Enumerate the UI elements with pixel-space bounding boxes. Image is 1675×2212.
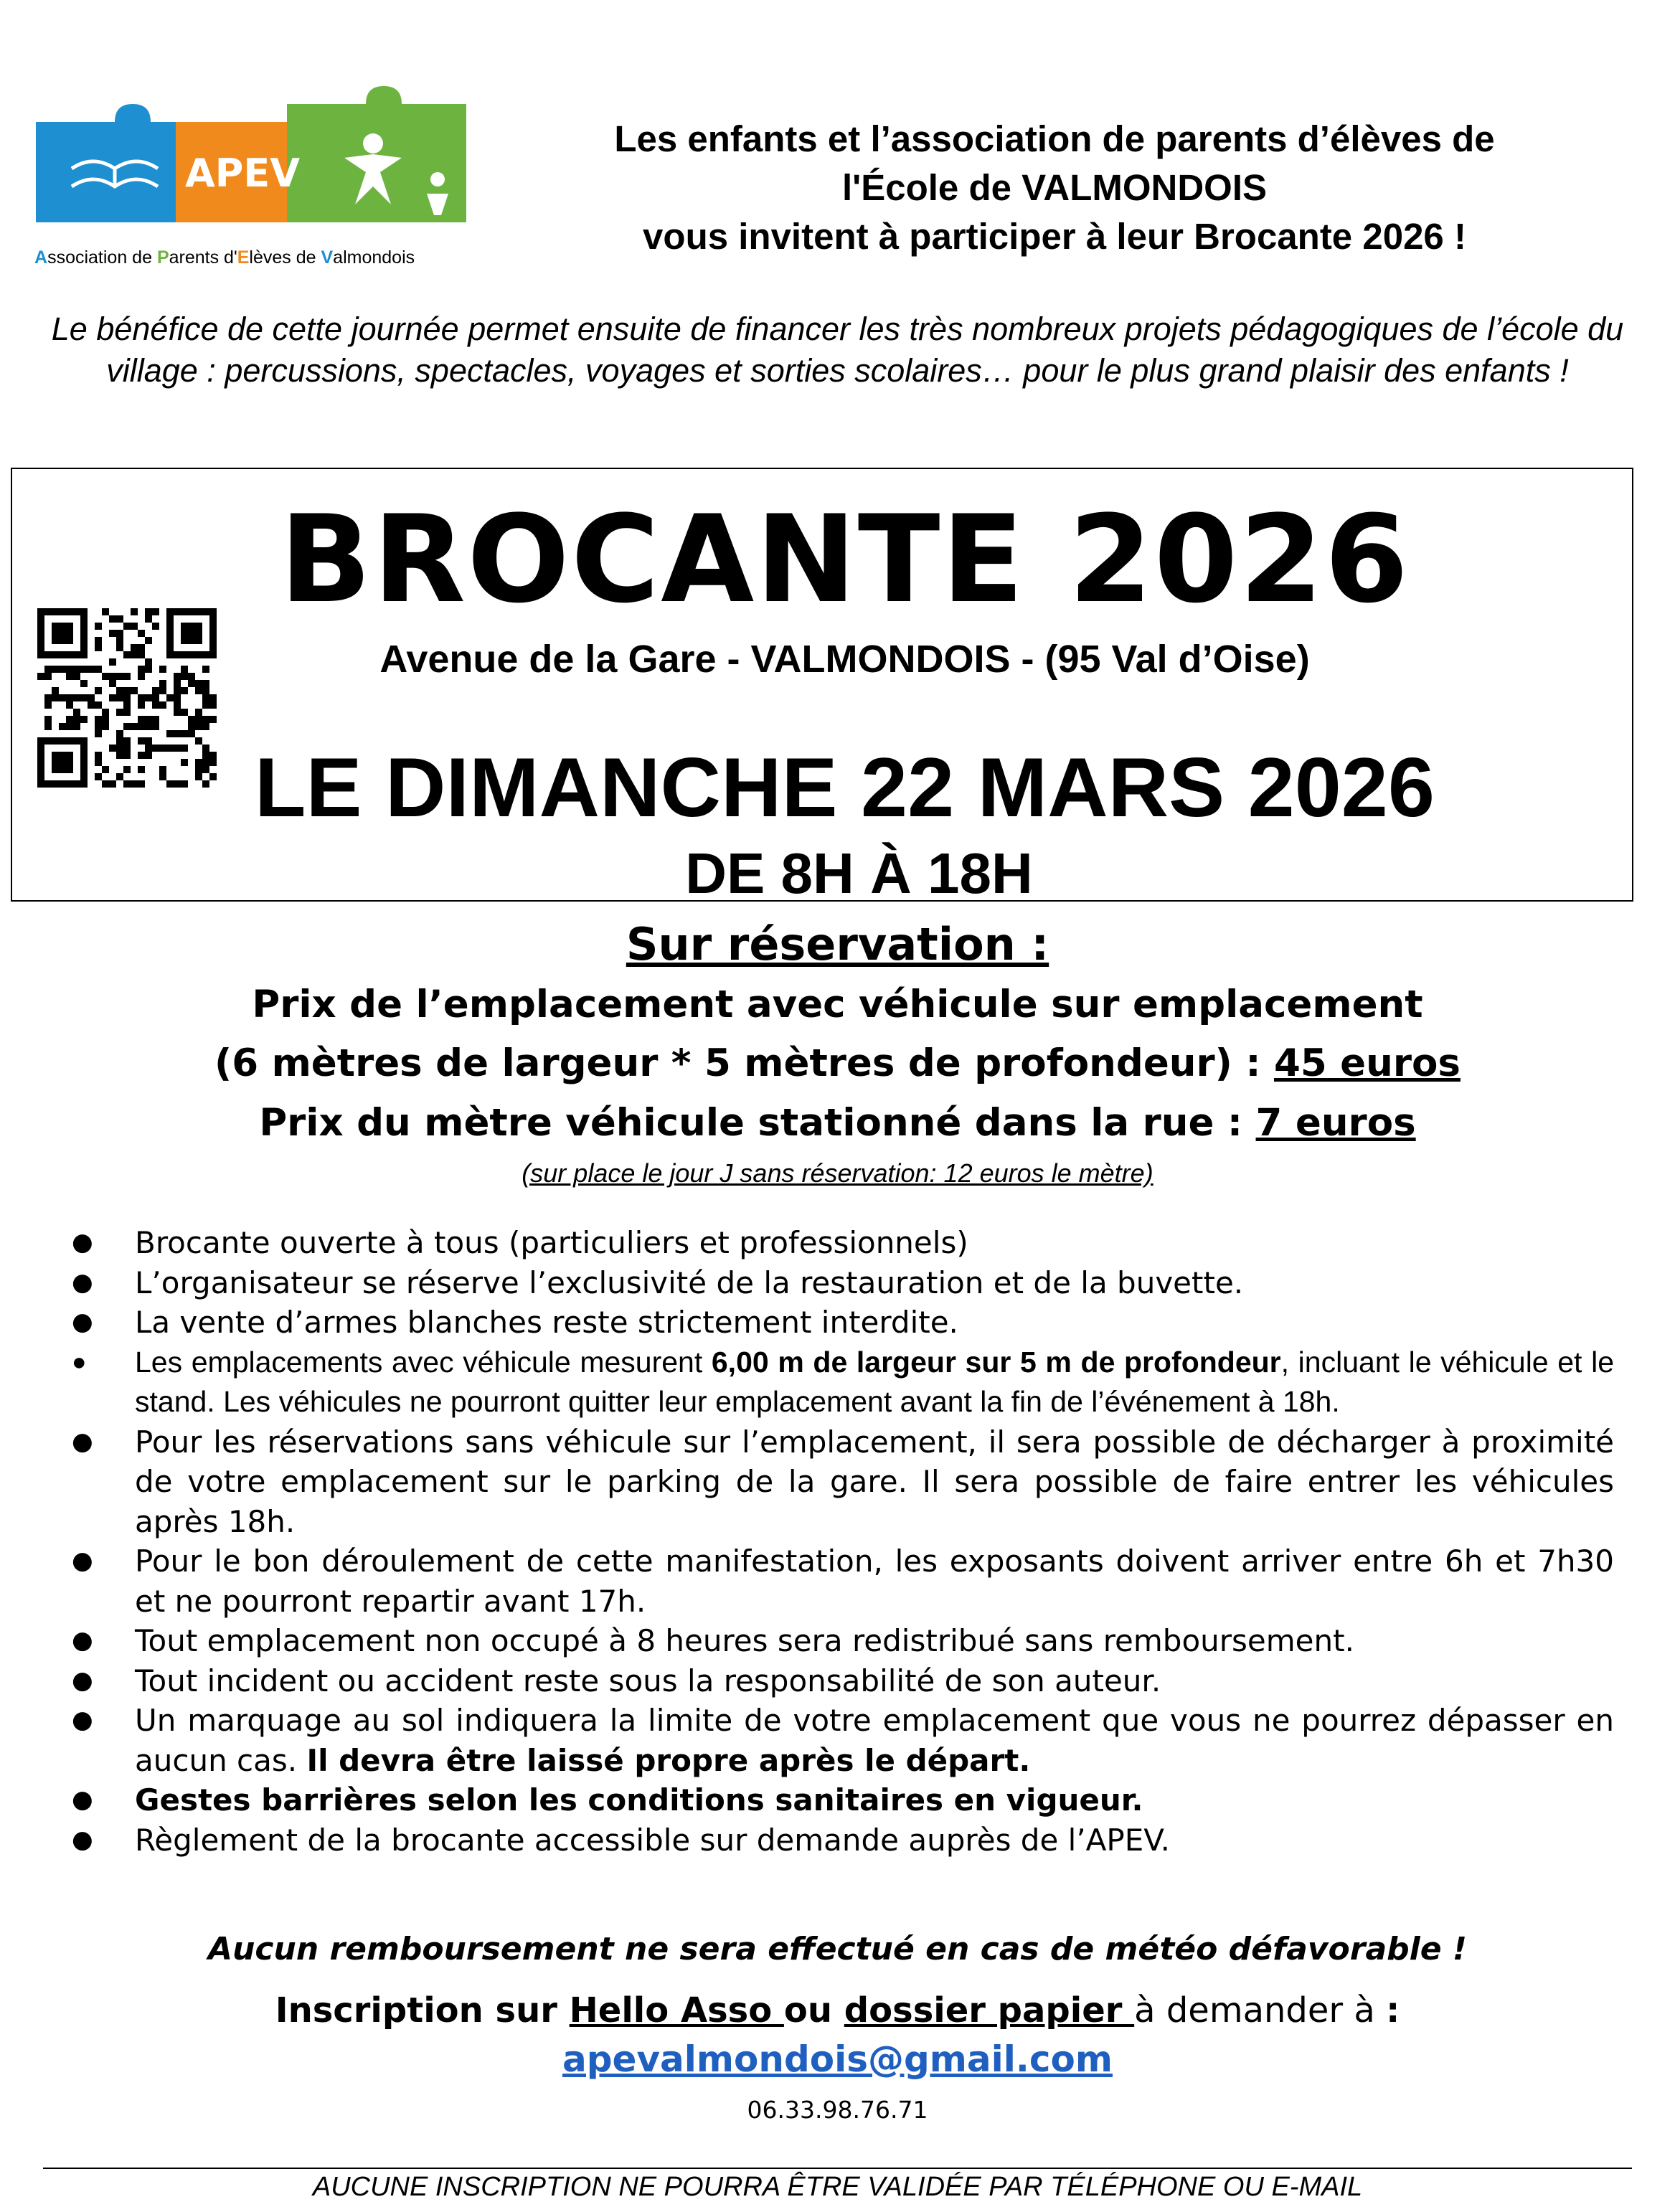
bullet-icon: ● [72,1267,93,1297]
price-line-3 [0,1101,1675,1145]
logo-caption [34,247,415,268]
hello-asso-link[interactable]: Hello Asso [569,1990,784,2031]
event-hours: DE 8H À 18H [685,841,1033,905]
logo-caption-part: A [34,247,48,268]
paper-file-link[interactable]: dossier papier [844,1990,1135,2031]
header-line-3: vous invitent à participer à leur Brocante 2026 ! [643,216,1466,257]
header-line-1: Les enfants et l’association de parents d’élèves de [614,118,1495,159]
event-title: BROCANTE 2026 [279,489,1410,630]
qr-code-icon [37,608,217,788]
logo-caption-part: V [321,247,334,268]
price-line-2-text: (6 mètres de largeur * 5 mètres de profondeur) : [214,1041,1274,1085]
logo-caption-part: arents d' [169,247,237,268]
bullet-icon: ● [72,1427,93,1456]
list-item: ● Les emplacements avec véhicule mesurent 6,00 m de largeur sur 5 m de profondeur, incluant le véhicule et le stand. Les véhicules ne pourront quitter leur emplacement avant la fin de l’événement à 18h. [72,1343,1614,1422]
bullet-icon: ● [72,1825,93,1854]
rules-list [72,1223,1614,1860]
phone-number: 06.33.98.76.71 [747,2096,928,2124]
price-line-2 [0,1041,1675,1085]
list-item: ● Règlement de la brocante accessible sur demande auprès de l’APEV. [72,1820,1614,1861]
bullet-icon: ● [72,1348,87,1376]
divider [43,2168,1632,2169]
bullet-icon: ● [72,1626,93,1655]
list-item: ● L’organisateur se réserve l’exclusivité de la restauration et de la buvette. [72,1263,1614,1303]
logo-caption-part: lèves de [249,247,321,268]
price-line-1: Prix de l’emplacement avec véhicule sur emplacement [252,983,1423,1026]
price-line-3-text: Prix du mètre véhicule stationné dans la rue : [259,1101,1256,1145]
list-item: ● Brocante ouverte à tous (particuliers et professionnels) [72,1223,1614,1263]
reservation-title: Sur réservation : [626,918,1049,970]
event-date: LE DIMANCHE 22 MARS 2026 [255,740,1435,834]
list-item: ● Tout incident ou accident reste sous la responsabilité de son auteur. [72,1661,1614,1701]
no-refund-notice: Aucun remboursement ne sera effectué en cas de météo défavorable ! [208,1931,1467,1967]
logo-name: APEV [185,151,301,196]
header-line-2: l'École de VALMONDOIS [841,167,1268,208]
header [516,115,1593,261]
logo-caption-part: almondois [333,247,415,268]
bullet-icon: ● [72,1308,93,1336]
bullet-icon: ● [72,1546,93,1575]
footer-notice: AUCUNE INSCRIPTION NE POURRA ÊTRE VALIDÉE PAR TÉLÉPHONE OU E-MAIL [312,2172,1363,2202]
list-item: ● Gestes barrières selon les conditions sanitaires en vigueur. [72,1780,1614,1820]
logo-caption-part: ssociation de [47,247,157,268]
bullet-icon: ● [72,1665,93,1695]
onsite-price-note: (sur place le jour J sans réservation: 12 euros le mètre) [522,1158,1153,1188]
email-link[interactable]: apevalmondois@gmail.com [562,2038,1113,2080]
logo-caption-part: E [237,247,250,268]
list-item: ● Pour les réservations sans véhicule sur l’emplacement, il sera possible de décharger à proximité de votre emplacement sur le parking de la gare. Il sera possible de faire entrer les véhicules après 18h. [72,1422,1614,1542]
intro-text: Le bénéfice de cette journée permet ensuite de financer les très nombreux projets pédagogiques de l’école du village : percussions, spectacles, voyages et sorties scolaires… pour le plus grand plaisir des enfants ! [51,311,1624,389]
price-line-2-value: 45 euros [1273,1041,1461,1085]
logo-caption-part: P [156,247,169,268]
bullet-icon: ● [72,1228,93,1257]
bullet-icon: ● [72,1785,93,1814]
price-line-3-value: 7 euros [1255,1101,1416,1145]
list-item: ● Pour le bon déroulement de cette manifestation, les exposants doivent arriver entre 6h et 7h30 et ne pourront repartir avant 17h. [72,1541,1614,1621]
list-item: ● La vente d’armes blanches reste strictement interdite. [72,1303,1614,1343]
list-item: ● Un marquage au sol indiquera la limite de votre emplacement que vous ne pourrez dépasser en aucun cas. Il devra être laissé propre après le départ. [72,1701,1614,1780]
list-item: ● Tout emplacement non occupé à 8 heures sera redistribué sans remboursement. [72,1621,1614,1661]
inscription-line: Inscription sur Hello Asso ou dossier papier à demander à : [275,1990,1400,2031]
bullet-icon: ● [72,1706,93,1734]
event-address: Avenue de la Gare - VALMONDOIS - (95 Val d’Oise) [379,638,1310,681]
